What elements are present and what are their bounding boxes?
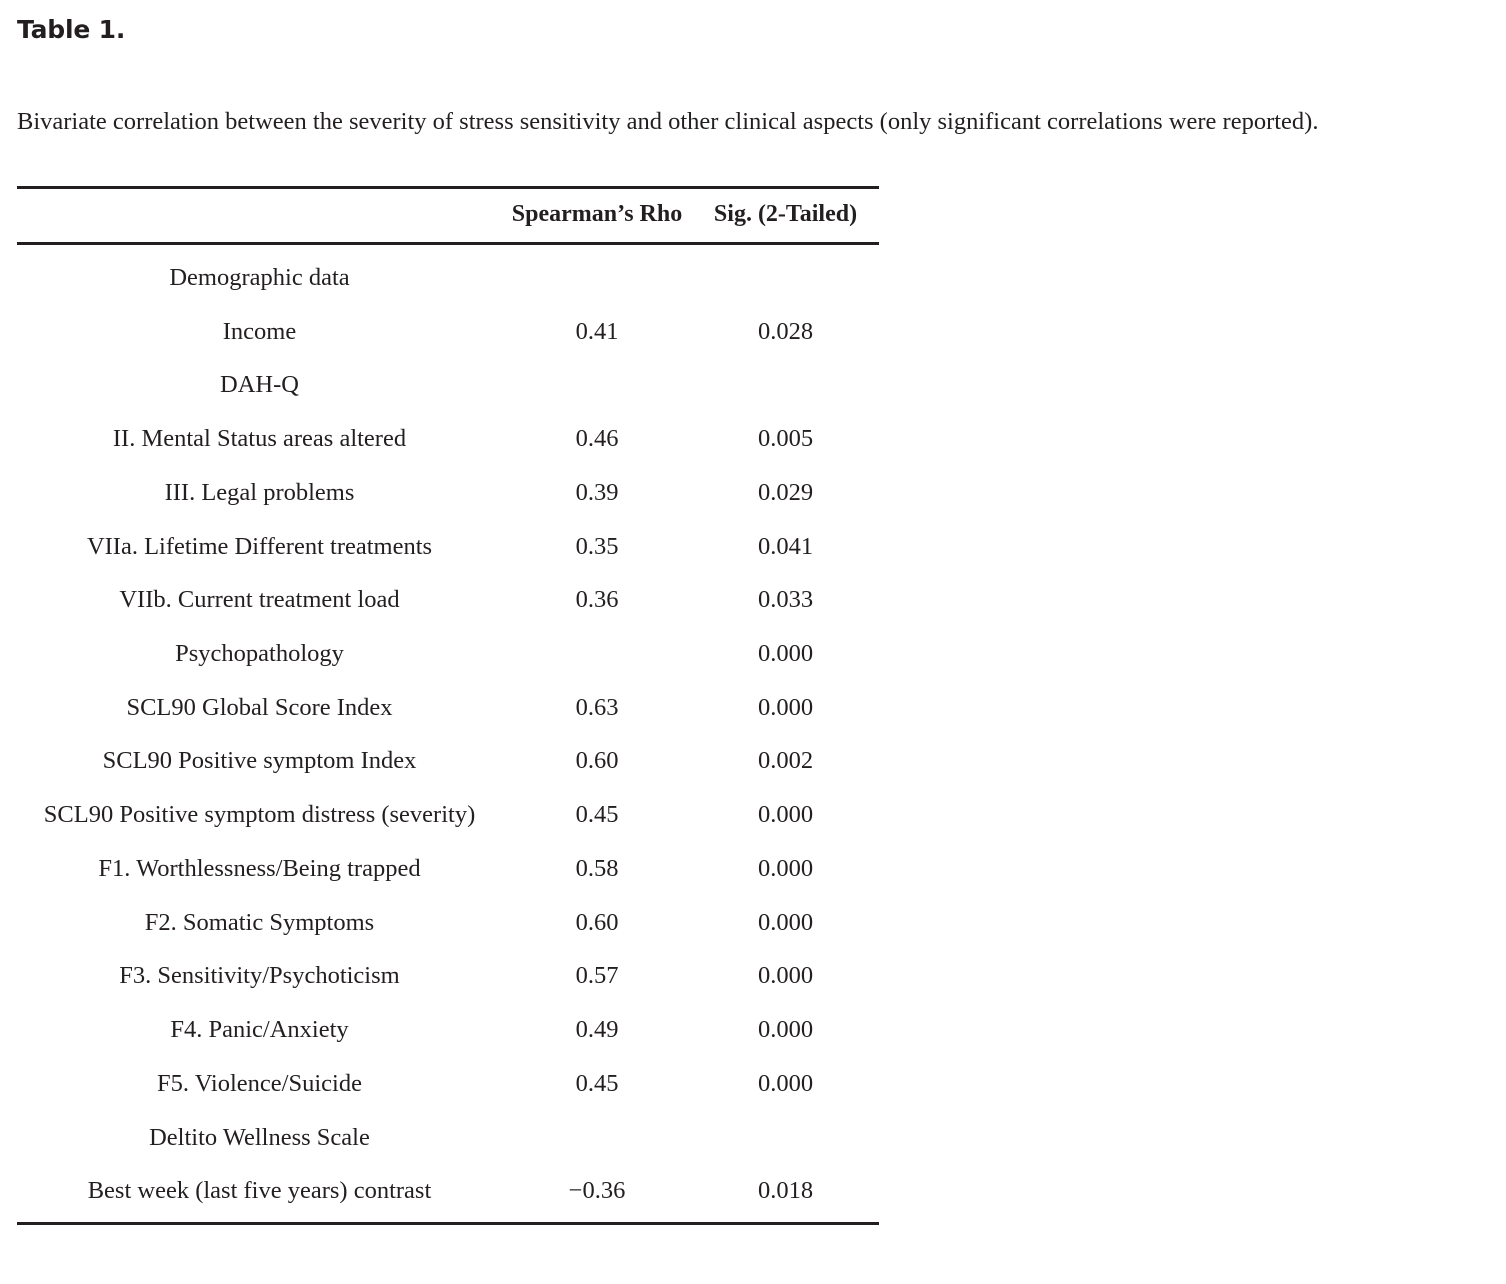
header-row	[17, 189, 879, 244]
table-row	[17, 681, 879, 735]
row-spearmans-rho-value	[502, 245, 692, 305]
page-title: Table 1.	[17, 15, 126, 44]
row-spearmans-rho-value: 0.63	[575, 693, 619, 721]
table-row	[17, 788, 879, 842]
column-header-label	[17, 189, 502, 244]
column-header-spearmans-rho: Spearman’s Rho	[511, 201, 683, 227]
row-spearmans-rho-value: −0.36	[568, 1177, 626, 1205]
row-sig-value: 0.028	[757, 317, 814, 345]
row-sig-value: 0.002	[757, 747, 814, 775]
row-label: III. Legal problems	[164, 478, 355, 506]
rule-bottom-segment	[692, 1223, 879, 1225]
row-sig-value: 0.005	[757, 425, 814, 453]
row-spearmans-rho-value: 0.49	[575, 1016, 619, 1044]
row-label: Deltito Wellness Scale	[149, 1123, 370, 1151]
table-row	[17, 1164, 879, 1223]
rule-bottom	[17, 1223, 879, 1225]
table-row	[17, 573, 879, 627]
rule-bottom-segment	[502, 1223, 692, 1225]
row-sig-value: 0.000	[757, 854, 814, 882]
table-row	[17, 896, 879, 950]
table-row	[17, 734, 879, 788]
row-spearmans-rho-value	[502, 627, 692, 681]
table-body	[17, 245, 879, 1223]
row-label: Income	[222, 317, 297, 345]
row-label: VIIa. Lifetime Different treatments	[86, 532, 433, 560]
table-row	[17, 1003, 879, 1057]
table-row	[17, 1057, 879, 1111]
row-sig-value: 0.000	[757, 962, 814, 990]
row-sig-value: 0.000	[757, 1069, 814, 1097]
row-sig-value: 0.000	[757, 693, 814, 721]
table-row	[17, 466, 879, 520]
row-sig-value: 0.000	[757, 908, 814, 936]
table-row	[17, 305, 879, 359]
table-row	[17, 358, 879, 412]
row-sig-value: 0.041	[757, 532, 814, 560]
row-label: F4. Panic/Anxiety	[170, 1016, 349, 1044]
row-label: F5. Violence/Suicide	[157, 1069, 362, 1097]
row-spearmans-rho-value: 0.60	[575, 747, 619, 775]
table-row	[17, 627, 879, 681]
row-label: SCL90 Positive symptom Index	[102, 747, 417, 775]
table-caption: Bivariate correlation between the severity of stress sensitivity and other clinical aspects (only significant correlations were reported).	[17, 108, 1319, 135]
row-label: VIIb. Current treatment load	[119, 586, 400, 614]
row-spearmans-rho-value: 0.45	[575, 801, 619, 829]
row-spearmans-rho-value: 0.45	[575, 1069, 619, 1097]
row-label: SCL90 Positive symptom distress (severity)	[43, 801, 476, 829]
table-row	[17, 842, 879, 896]
row-spearmans-rho-value: 0.35	[575, 532, 619, 560]
row-label: II. Mental Status areas altered	[112, 425, 407, 453]
row-spearmans-rho-value: 0.57	[575, 962, 619, 990]
row-label: Demographic data	[169, 264, 350, 291]
row-spearmans-rho-value	[502, 358, 692, 412]
table-container	[17, 186, 879, 1225]
row-spearmans-rho-value: 0.39	[575, 478, 619, 506]
row-sig-value: 0.029	[757, 478, 814, 506]
row-spearmans-rho-value: 0.60	[575, 908, 619, 936]
row-spearmans-rho-value: 0.36	[575, 586, 619, 614]
row-spearmans-rho-value: 0.58	[575, 854, 619, 882]
row-label: SCL90 Global Score Index	[126, 693, 393, 721]
row-sig-value: 0.000	[757, 801, 814, 829]
row-spearmans-rho-value: 0.46	[575, 425, 619, 453]
row-label: F3. Sensitivity/Psychoticism	[119, 962, 400, 990]
row-sig-value: 0.000	[757, 640, 814, 668]
table-head	[17, 188, 879, 246]
row-label: F2. Somatic Symptoms	[144, 908, 375, 936]
row-sig-value: 0.000	[757, 1016, 814, 1044]
row-label: Best week (last five years) contrast	[87, 1177, 432, 1205]
table-row	[17, 245, 879, 305]
table-row	[17, 949, 879, 1003]
rule-bottom-segment	[17, 1223, 502, 1225]
row-label: DAH-Q	[220, 371, 299, 399]
table-row	[17, 1111, 879, 1165]
table-foot	[17, 1223, 879, 1225]
correlation-table	[17, 186, 879, 1225]
row-sig-value	[692, 1111, 879, 1165]
column-header-sig-2-tailed: Sig. (2-Tailed)	[713, 201, 858, 227]
row-label: F1. Worthlessness/Being trapped	[98, 854, 421, 882]
row-sig-value	[692, 358, 879, 412]
table-row	[17, 412, 879, 466]
table-row	[17, 520, 879, 574]
row-label: Psychopathology	[175, 640, 344, 668]
row-sig-value: 0.033	[757, 586, 814, 614]
row-spearmans-rho-value	[502, 1111, 692, 1165]
row-sig-value	[692, 245, 879, 305]
row-sig-value: 0.018	[757, 1177, 814, 1205]
row-spearmans-rho-value: 0.41	[575, 317, 619, 345]
